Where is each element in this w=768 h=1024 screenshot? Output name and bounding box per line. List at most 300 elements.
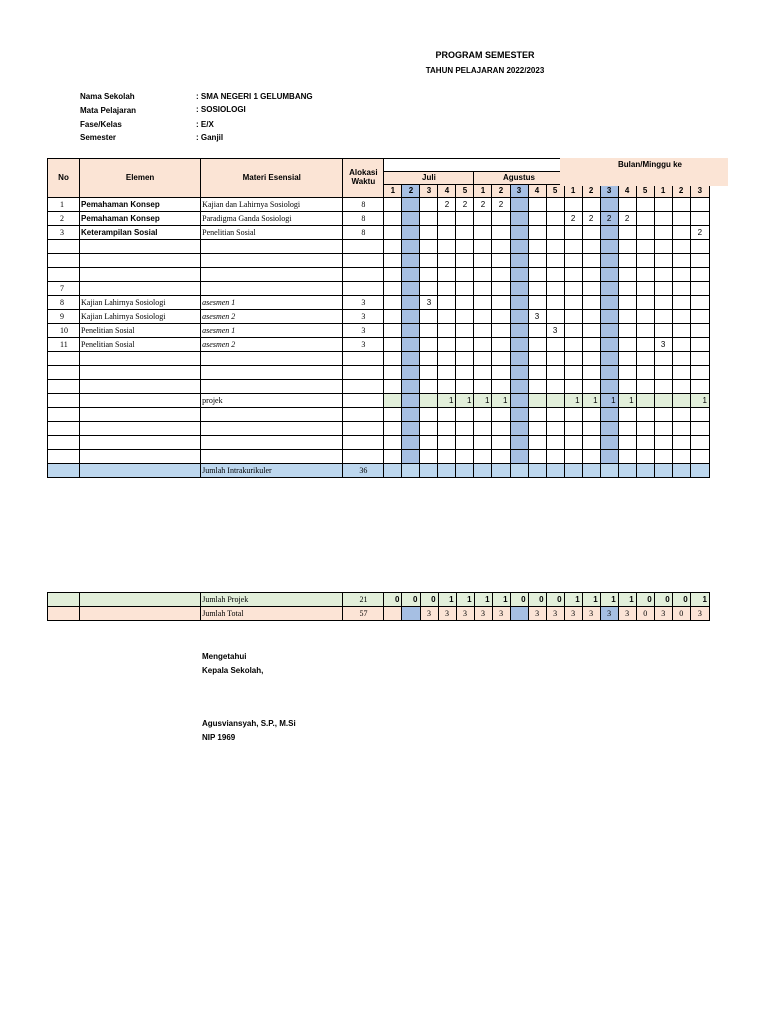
week-cell (618, 254, 636, 268)
week-cell: 3 (654, 607, 672, 621)
week-cell (510, 268, 528, 282)
week-cell (492, 366, 510, 380)
week-cell (690, 198, 709, 212)
week-cell (600, 450, 618, 464)
week-cell (420, 212, 438, 226)
week-cell (402, 324, 420, 338)
week-cell: 3 (528, 310, 546, 324)
week-cell (672, 408, 690, 422)
week-cell (384, 607, 402, 621)
summary-total-row (48, 607, 710, 621)
info-label-class: Fase/Kelas (80, 120, 122, 129)
row-no: 3 (48, 226, 80, 240)
week-cell (564, 338, 582, 352)
week-cell (528, 338, 546, 352)
week-cell (564, 464, 582, 478)
week-cell (384, 464, 402, 478)
week-cell (384, 324, 402, 338)
week-cell (420, 380, 438, 394)
week-cell (564, 352, 582, 366)
row-elemen (80, 380, 201, 394)
row-no (48, 380, 80, 394)
week-cell (510, 310, 528, 324)
table-cell (48, 422, 80, 436)
week-cell (528, 296, 546, 310)
week-cell (546, 450, 564, 464)
row-materi: asesmen 1 (201, 296, 343, 310)
summary-projek-value: 21 (343, 593, 384, 607)
week-cell (402, 607, 420, 621)
table-row (48, 436, 710, 450)
row-no: 8 (48, 296, 80, 310)
row-elemen (80, 607, 201, 621)
week-cell (474, 436, 492, 450)
week-cell (636, 296, 654, 310)
week-cell (438, 366, 456, 380)
row-materi (201, 366, 343, 380)
week-cell (456, 422, 474, 436)
week-cell (510, 240, 528, 254)
summary-projek-row (48, 593, 710, 607)
week-cell (600, 254, 618, 268)
week-header: 4 (528, 185, 546, 198)
jumlah-intra-value: 36 (343, 464, 384, 478)
week-cell (402, 436, 420, 450)
week-cell (654, 198, 672, 212)
week-cell (510, 607, 528, 621)
week-cell (438, 352, 456, 366)
week-cell (600, 408, 618, 422)
week-cell (654, 240, 672, 254)
week-cell (618, 436, 636, 450)
week-cell (510, 254, 528, 268)
table-cell (343, 422, 384, 436)
week-cell (546, 352, 564, 366)
info-label-school: Nama Sekolah (80, 92, 135, 101)
week-cell: 3 (582, 607, 600, 621)
week-cell (510, 366, 528, 380)
week-cell (654, 408, 672, 422)
week-cell (546, 380, 564, 394)
info-label-semester: Semester (80, 133, 117, 142)
row-alokasi (343, 366, 384, 380)
week-cell (528, 282, 546, 296)
week-cell (564, 254, 582, 268)
week-cell: 3 (564, 607, 582, 621)
week-cell (546, 408, 564, 422)
week-cell (618, 422, 636, 436)
week-cell (510, 450, 528, 464)
table-cell (201, 436, 343, 450)
week-cell (510, 212, 528, 226)
week-cell (474, 408, 492, 422)
week-cell (438, 226, 456, 240)
week-cell: 0 (636, 607, 654, 621)
week-cell (582, 296, 600, 310)
week-cell (384, 422, 402, 436)
week-cell (456, 282, 474, 296)
week-cell (528, 450, 546, 464)
week-cell (582, 240, 600, 254)
week-cell (600, 268, 618, 282)
week-cell (546, 338, 564, 352)
table-row (48, 310, 710, 324)
week-cell: 3 (456, 607, 474, 621)
week-cell (582, 366, 600, 380)
week-cell (438, 268, 456, 282)
week-cell: 1 (618, 593, 636, 607)
week-header: 1 (474, 185, 492, 198)
week-cell: 0 (420, 593, 438, 607)
week-cell (420, 254, 438, 268)
week-cell: 2 (582, 212, 600, 226)
week-cell (618, 408, 636, 422)
week-cell (582, 254, 600, 268)
week-cell (546, 436, 564, 450)
week-cell: 2 (456, 198, 474, 212)
week-cell (582, 422, 600, 436)
week-header: 4 (438, 185, 456, 198)
week-cell: 1 (456, 394, 474, 408)
week-cell: 1 (492, 593, 510, 607)
row-no (48, 240, 80, 254)
week-cell (546, 198, 564, 212)
header-materi: Materi Esensial (201, 159, 343, 198)
table-cell (80, 422, 201, 436)
week-cell (402, 394, 420, 408)
week-cell (564, 282, 582, 296)
week-cell (402, 464, 420, 478)
week-cell (600, 240, 618, 254)
week-cell (546, 422, 564, 436)
week-cell: 2 (618, 212, 636, 226)
week-cell (618, 464, 636, 478)
week-cell (690, 450, 709, 464)
week-cell (636, 408, 654, 422)
week-cell (528, 226, 546, 240)
table-row (48, 366, 710, 380)
week-header: 3 (600, 185, 618, 198)
week-cell (618, 380, 636, 394)
row-alokasi (343, 268, 384, 282)
row-materi (201, 240, 343, 254)
week-cell (654, 254, 672, 268)
table-row (48, 240, 710, 254)
week-cell (384, 296, 402, 310)
week-cell (474, 254, 492, 268)
week-cell: 2 (492, 198, 510, 212)
table-cell (48, 408, 80, 422)
week-cell (492, 380, 510, 394)
row-elemen (80, 464, 201, 478)
week-cell: 0 (654, 593, 672, 607)
week-cell (618, 198, 636, 212)
week-cell (600, 380, 618, 394)
week-cell (582, 268, 600, 282)
week-cell (384, 310, 402, 324)
week-cell (600, 324, 618, 338)
row-elemen: Penelitian Sosial (80, 338, 201, 352)
week-cell (672, 310, 690, 324)
summary-total-label: Jumlah Total (201, 607, 343, 621)
week-cell (564, 324, 582, 338)
week-cell (438, 422, 456, 436)
week-cell (474, 464, 492, 478)
week-cell (672, 212, 690, 226)
week-cell (690, 422, 709, 436)
info-value-class: : E/X (196, 120, 214, 129)
week-cell (384, 226, 402, 240)
week-cell (474, 226, 492, 240)
week-cell (564, 408, 582, 422)
week-cell: 1 (582, 593, 600, 607)
week-cell: 0 (672, 593, 690, 607)
week-cell: 1 (618, 394, 636, 408)
sign-nip: NIP 1969 (202, 733, 236, 742)
week-header: 4 (618, 185, 636, 198)
week-cell (420, 408, 438, 422)
week-cell (636, 324, 654, 338)
week-cell (600, 352, 618, 366)
row-no (48, 254, 80, 268)
week-cell (690, 436, 709, 450)
week-cell (402, 422, 420, 436)
week-cell (456, 408, 474, 422)
week-cell (672, 282, 690, 296)
table-cell (343, 408, 384, 422)
week-cell (672, 324, 690, 338)
week-cell (654, 310, 672, 324)
week-cell (582, 282, 600, 296)
week-header: 2 (672, 185, 690, 198)
week-cell (438, 408, 456, 422)
week-header: 2 (492, 185, 510, 198)
week-cell (402, 352, 420, 366)
week-cell (474, 310, 492, 324)
week-cell (402, 408, 420, 422)
row-no (48, 593, 80, 607)
table-cell (201, 408, 343, 422)
week-header: 1 (654, 185, 672, 198)
row-alokasi: 8 (343, 212, 384, 226)
week-cell (510, 408, 528, 422)
row-no (48, 366, 80, 380)
week-cell (690, 366, 709, 380)
page-title: PROGRAM SEMESTER (435, 50, 535, 60)
week-cell (654, 464, 672, 478)
week-cell (420, 338, 438, 352)
row-materi: asesmen 1 (201, 324, 343, 338)
week-cell (420, 240, 438, 254)
row-alokasi (343, 240, 384, 254)
table-row (48, 450, 710, 464)
week-cell (636, 394, 654, 408)
week-cell (564, 268, 582, 282)
week-cell (474, 450, 492, 464)
row-alokasi: 3 (343, 338, 384, 352)
week-cell (636, 380, 654, 394)
week-cell (456, 240, 474, 254)
week-cell (456, 212, 474, 226)
week-cell (654, 282, 672, 296)
table-cell (80, 450, 201, 464)
week-cell (402, 268, 420, 282)
week-cell (564, 450, 582, 464)
week-cell (672, 296, 690, 310)
row-no (48, 394, 80, 408)
row-materi (201, 352, 343, 366)
week-cell (456, 310, 474, 324)
table-row (48, 408, 710, 422)
week-cell (582, 324, 600, 338)
page-subtitle: TAHUN PELAJARAN 2022/2023 (425, 66, 545, 75)
week-cell (420, 394, 438, 408)
week-cell (672, 464, 690, 478)
week-cell (546, 212, 564, 226)
week-cell (528, 352, 546, 366)
week-cell (456, 450, 474, 464)
week-cell (510, 436, 528, 450)
week-cell: 1 (690, 394, 709, 408)
week-cell: 2 (564, 212, 582, 226)
table-cell (201, 422, 343, 436)
week-cell: 1 (582, 394, 600, 408)
week-cell (600, 198, 618, 212)
row-materi: projek (201, 394, 343, 408)
week-cell: 1 (690, 593, 709, 607)
week-cell: 0 (402, 593, 420, 607)
week-cell (510, 296, 528, 310)
week-cell (636, 268, 654, 282)
week-cell (564, 226, 582, 240)
row-elemen: Pemahaman Konsep (80, 212, 201, 226)
jumlah-intra-label: Jumlah Intrakurikuler (201, 464, 343, 478)
sign-kepala: Kepala Sekolah, (202, 666, 264, 675)
week-cell (492, 408, 510, 422)
row-elemen (80, 254, 201, 268)
week-cell (402, 198, 420, 212)
week-cell (672, 450, 690, 464)
row-alokasi (343, 380, 384, 394)
week-cell: 2 (690, 226, 709, 240)
row-elemen (80, 352, 201, 366)
week-cell (438, 282, 456, 296)
row-alokasi: 8 (343, 226, 384, 240)
week-cell (384, 366, 402, 380)
info-label-subject: Mata Pelajaran (80, 106, 137, 115)
week-cell: 1 (474, 394, 492, 408)
week-cell (654, 380, 672, 394)
week-cell (492, 212, 510, 226)
week-cell (456, 338, 474, 352)
week-cell (474, 366, 492, 380)
week-cell (420, 352, 438, 366)
row-elemen: Keterampilan Sosial (80, 226, 201, 240)
row-alokasi: 3 (343, 324, 384, 338)
week-cell (402, 450, 420, 464)
week-cell (582, 464, 600, 478)
week-cell (618, 296, 636, 310)
week-cell (618, 338, 636, 352)
week-cell (600, 226, 618, 240)
week-cell (690, 212, 709, 226)
week-cell (618, 240, 636, 254)
week-cell (582, 436, 600, 450)
week-cell (438, 338, 456, 352)
row-no: 1 (48, 198, 80, 212)
week-cell (402, 310, 420, 324)
week-cell (636, 226, 654, 240)
table-row (48, 226, 710, 240)
header-elemen: Elemen (80, 159, 201, 198)
week-cell (564, 198, 582, 212)
week-cell (636, 352, 654, 366)
sign-name: Agusviansyah, S.P., M.Si (202, 719, 296, 728)
week-cell: 3 (690, 607, 709, 621)
week-cell (528, 198, 546, 212)
week-cell (690, 464, 709, 478)
week-cell (546, 366, 564, 380)
week-cell (510, 282, 528, 296)
week-cell (510, 422, 528, 436)
month-agustus: Agustus (474, 172, 564, 185)
info-value-school: : SMA NEGERI 1 GELUMBANG (196, 92, 313, 101)
row-elemen: Kajian Lahirnya Sosiologi (80, 310, 201, 324)
week-cell (474, 296, 492, 310)
week-cell (402, 338, 420, 352)
week-cell: 3 (546, 324, 564, 338)
week-cell (438, 464, 456, 478)
month-juli: Juli (384, 172, 474, 185)
week-cell (672, 366, 690, 380)
week-cell (384, 212, 402, 226)
week-cell (474, 240, 492, 254)
week-cell (690, 268, 709, 282)
row-no (48, 352, 80, 366)
week-cell (654, 366, 672, 380)
summary-projek-label: Jumlah Projek (201, 593, 343, 607)
row-elemen (80, 282, 201, 296)
week-cell (546, 310, 564, 324)
info-value-semester: : Ganjil (196, 133, 224, 142)
row-materi (201, 254, 343, 268)
week-cell (690, 324, 709, 338)
week-cell (690, 380, 709, 394)
week-cell (528, 422, 546, 436)
week-cell (528, 254, 546, 268)
week-cell (618, 450, 636, 464)
week-cell: 0 (384, 593, 402, 607)
week-cell (474, 352, 492, 366)
week-cell (690, 310, 709, 324)
table-cell (201, 450, 343, 464)
week-cell: 3 (420, 296, 438, 310)
week-cell (474, 380, 492, 394)
week-cell (546, 254, 564, 268)
week-cell: 0 (510, 593, 528, 607)
semester-table (47, 158, 710, 478)
week-cell (384, 198, 402, 212)
week-cell (492, 282, 510, 296)
week-header: 1 (384, 185, 402, 198)
week-cell (600, 310, 618, 324)
week-cell (528, 380, 546, 394)
week-cell: 3 (654, 338, 672, 352)
week-cell (636, 422, 654, 436)
row-elemen (80, 240, 201, 254)
week-cell (636, 254, 654, 268)
week-cell (492, 268, 510, 282)
